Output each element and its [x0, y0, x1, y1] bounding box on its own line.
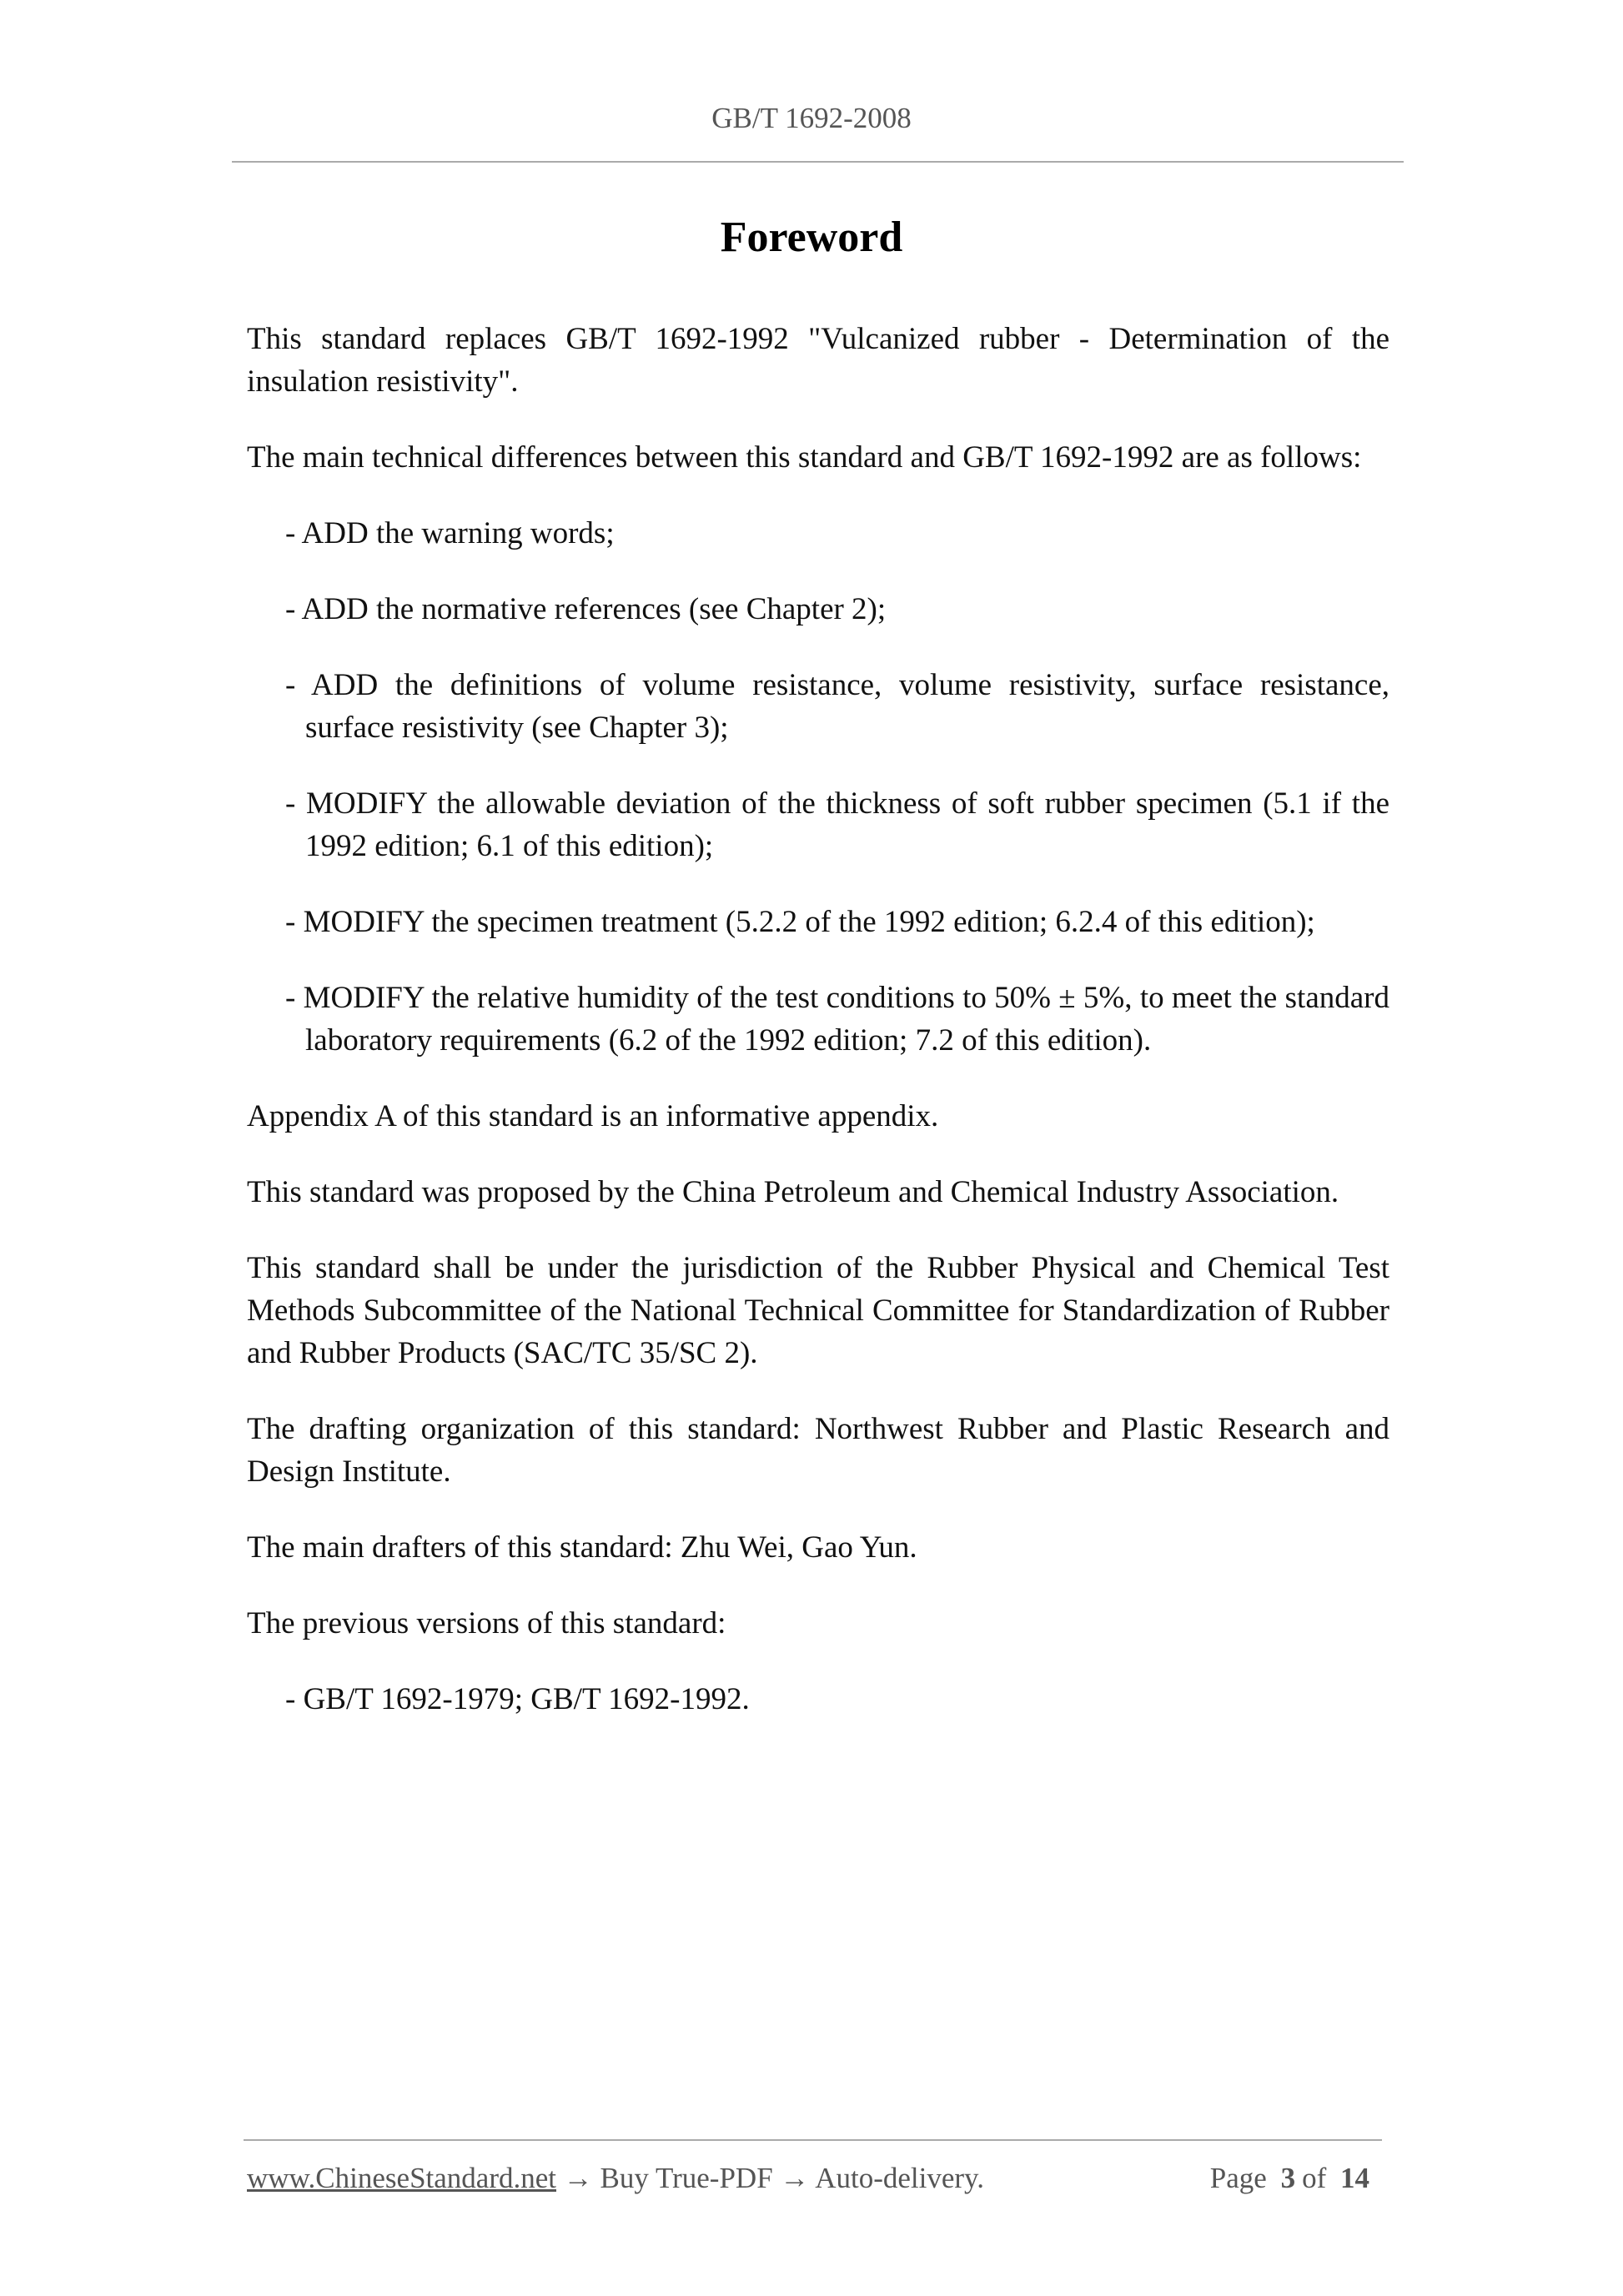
website-link[interactable]: www.ChineseStandard.net [247, 2162, 556, 2194]
paragraph: This standard was proposed by the China Petroleum and Chemical Industry Association. [247, 1175, 1339, 1209]
list-item: - GB/T 1692-1979; GB/T 1692-1992. [285, 1682, 750, 1716]
paragraph: The previous versions of this standard: [247, 1606, 726, 1640]
header-divider [232, 161, 1404, 163]
document-body [247, 318, 1389, 1754]
paragraph: This standard replaces GB/T 1692-1992 "Vulcanized rubber - Determination of the insulation resistivity". [247, 322, 1389, 399]
running-header: GB/T 1692-2008 [711, 102, 912, 134]
paragraph: The main drafters of this standard: Zhu Wei, Gao Yun. [247, 1530, 917, 1565]
paragraph: The drafting organization of this standard: Northwest Rubber and Plastic Research and Design Institute. [247, 1412, 1389, 1489]
page-number [1210, 2162, 1376, 2195]
page-footer [247, 2162, 1376, 2195]
paragraph: The main technical differences between this standard and GB/T 1692-1992 are as follows: [247, 440, 1362, 475]
list-item: - MODIFY the specimen treatment (5.2.2 of the 1992 edition; 6.2.4 of this edition); [285, 905, 1315, 939]
list-item: - ADD the definitions of volume resistance, volume resistivity, surface resistance, surface resistivity (see Chapter 3); [285, 668, 1389, 745]
list-item: - ADD the warning words; [285, 516, 615, 550]
paragraph: This standard shall be under the jurisdiction of the Rubber Physical and Chemical Test Methods Subcommittee of the National Technical Committee for Standardization of Rubber and Rubber Products (SAC/TC 35/SC 2). [247, 1251, 1389, 1370]
footer-divider [244, 2139, 1382, 2141]
of-label: of [1302, 2162, 1327, 2194]
page-label: Page [1209, 2162, 1267, 2194]
list-item: - ADD the normative references (see Chapter 2); [285, 592, 887, 626]
page-title: Foreword [720, 214, 903, 261]
total-pages: 14 [1340, 2162, 1369, 2194]
paragraph: Appendix A of this standard is an informative appendix. [247, 1099, 939, 1133]
list-item: - MODIFY the relative humidity of the test conditions to 50% ± 5%, to meet the standard laboratory requirements (6.2 of the 1992 edition; 7.2 of this edition). [285, 981, 1389, 1058]
footer-promo [247, 2162, 984, 2195]
footer-tagline: → Buy True-PDF → Auto-delivery. [556, 2162, 985, 2194]
current-page: 3 [1280, 2162, 1296, 2194]
list-item: - MODIFY the allowable deviation of the thickness of soft rubber specimen (5.1 if the 1992 edition; 6.1 of this edition); [285, 786, 1389, 863]
